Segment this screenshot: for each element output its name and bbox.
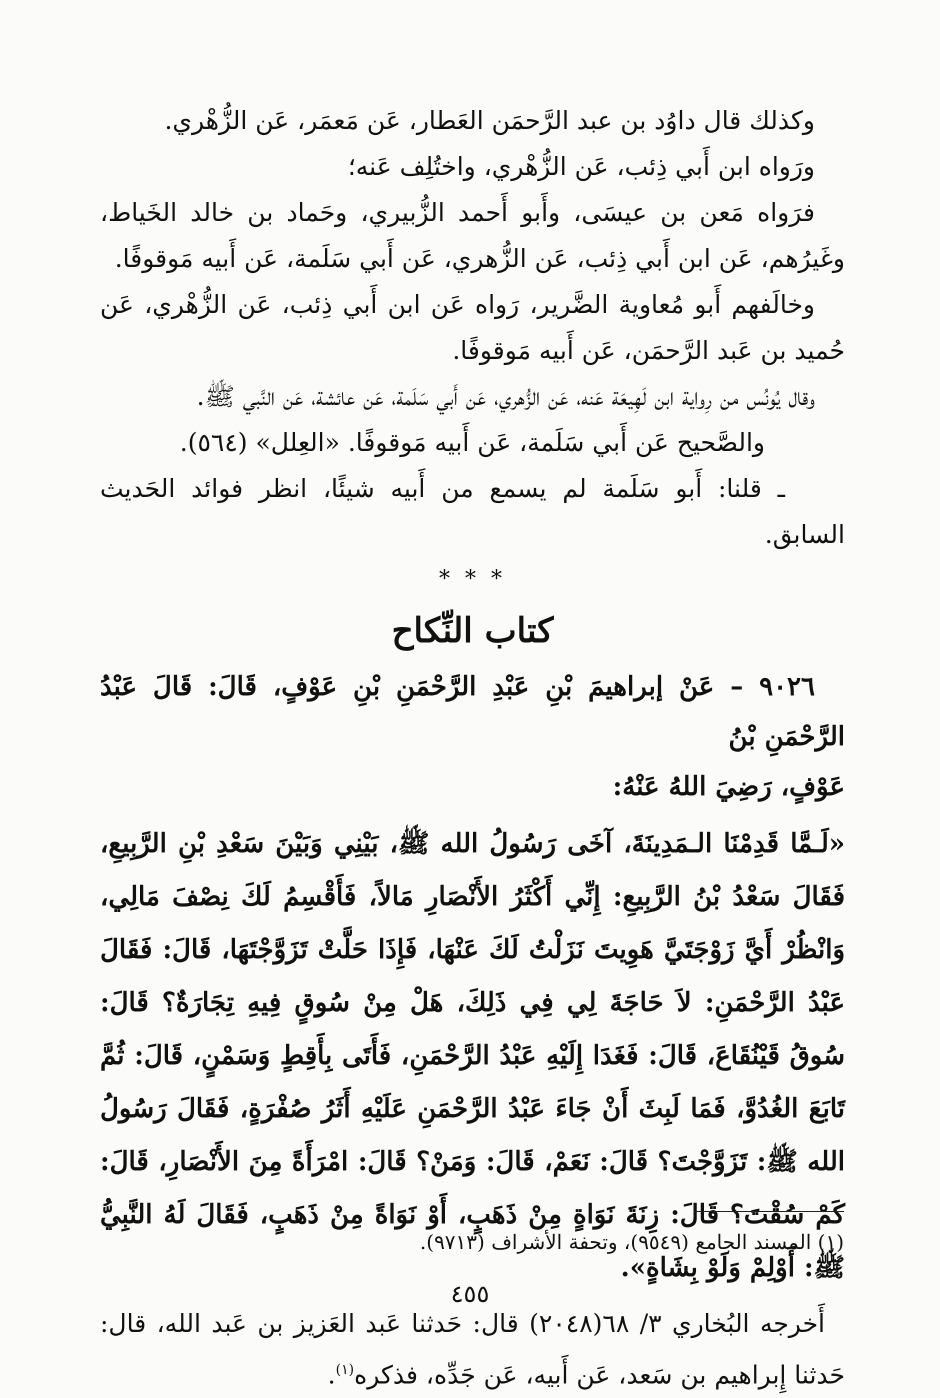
page-number: ٤٥٥ xyxy=(450,1280,490,1308)
book-title: كتاب النِّكاح xyxy=(391,611,554,651)
intro-paragraph-5: وقال يُونُس من رِواية ابن لَهِيعَة عَنه، عَن الزُّهري، عَن أَبي سَلَمة، عَن عائشة، عَن النَّبي ﷺ. xyxy=(196,382,815,411)
hadith-chain-line-2: عَوْفٍ، رَضِيَ اللهُ عَنْهُ: xyxy=(612,772,845,802)
section-separator: * * * xyxy=(439,567,506,592)
intro-paragraph-7: ـ قلنا: أَبو سَلَمة لم يسمع من أَبيه شيئًا، انظر فوائد الحَديث السابق. xyxy=(100,474,845,549)
page-body xyxy=(100,98,845,1398)
intro-paragraph-1: وكذلك قال داوُد بن عبد الرَّحمَن العَطار، عَن مَعمَر، عَن الزُّهْري. xyxy=(164,106,815,135)
footnote-divider xyxy=(694,1211,844,1212)
footnote: (١) المسند الجامع (٩٥٤٩)، وتحفة الأشراف (٩٧١٣). xyxy=(419,1230,844,1254)
hadith-chain-line-1 xyxy=(100,662,845,762)
intro-paragraph-4: وخالَفهم أَبو مُعاوية الضَّرير، رَواه عَن ابن أَبي ذِئب، عَن الزُّهْري، عَن حُميد بن عَبد الرَّحمَن، عَن أَبيه مَوقوفًا. xyxy=(100,290,845,365)
intro-paragraph-6: والصَّحيح عَن أَبي سَلَمة، عَن أَبيه مَوقوفًا. «العِلل» (٥٦٤). xyxy=(179,428,765,457)
hadith-takhrij xyxy=(100,1301,845,1398)
hadith-chain-text: عَنْ إبراهيمَ بْنِ عَبْدِ الرَّحْمَنِ بْنِ عَوْفٍ، قَالَ: قَالَ عَبْدُ الرَّحْمَنِ بْنُ xyxy=(100,672,845,752)
intro-paragraph-2: ورَواه ابن أَبي ذِئب، عَن الزُّهْري، واختُلِف عَنه؛ xyxy=(347,152,815,181)
hadith-text: «لَـمَّا قَدِمْنَا الـمَدِينَةَ، آخَى رَسُولُ الله ﷺ، بَيْنِي وَبَيْنَ سَعْدِ بْنِ الرَّبِيعِ، فَقَالَ سَعْدُ بْنُ الرَّبِيعِ: إِنِّي أَكْثَرُ الأَنْصَارِ مَالاً، فَأَقْسِمُ لَكَ نِصْفَ مَالِي، وَانْظُرْ أَيَّ زَوْجَتَيَّ هَوِيتَ نَزَلْتُ لَكَ عَنْهَا، فَإِذَا حَلَّتْ تَزَوَّجْتَهَا، قَالَ: فَقَالَ عَبْدُ الرَّحْمَنِ: لاَ حَاجَةَ لِي فِي ذَلِكَ، هَلْ مِنْ سُوقٍ فِيهِ تِجَارَةٌ؟ قَالَ: سُوقُ قَيْنُقَاعَ، قَالَ: فَغَدَا إِلَيْهِ عَبْدُ الرَّحْمَنِ، فَأَتَى بِأَقِطٍ وَسَمْنٍ، قَالَ: ثُمَّ تَابَعَ الغُدُوَّ، فَمَا لَبِثَ أَنْ جَاءَ عَبْدُ الرَّحْمَنِ عَلَيْهِ أَثَرُ صُفْرَةٍ، فَقَالَ رَسُولُ الله ﷺ: تَزَوَّجْتَ؟ قَالَ: نَعَمْ، قَالَ: وَمَنْ؟ قَالَ: امْرَأَةً مِنَ الأَنْصَارِ، قَالَ: كَمْ سُقْتَ؟ قَالَ: زِنَةَ نَوَاةٍ مِنْ ذَهَبٍ، أَوْ نَوَاةً مِنْ ذَهَبٍ، فَقَالَ لَهُ النَّبِيُّ ﷺ: أَوْلِمْ وَلَوْ بِشَاةٍ». xyxy=(100,829,845,1283)
takhrij-period: . xyxy=(327,1360,336,1390)
footnote-reference[interactable]: (١) xyxy=(335,1362,355,1378)
hadith-number: ٩٠٢٦ – xyxy=(730,672,815,702)
takhrij-text: أَخرجه البُخاري ٣/ ٦٨(٢٠٤٨) قال: حَدثنا عَبد العَزيز بن عَبد الله، قال: حَدثنا إِبراهيم بن سَعد، عَن أَبيه، عَن جَدِّه، فذكره xyxy=(100,1309,845,1390)
intro-paragraph-3: فرَواه مَعن بن عيسَى، وأَبو أَحمد الزُّبيري، وحَماد بن خالد الخَياط، وغَيرُهم، عَن ابن أَبي ذِئب، عَن الزُّهري، عَن أَبي سَلَمة، عَن أَبيه مَوقوفًا. xyxy=(100,198,845,273)
